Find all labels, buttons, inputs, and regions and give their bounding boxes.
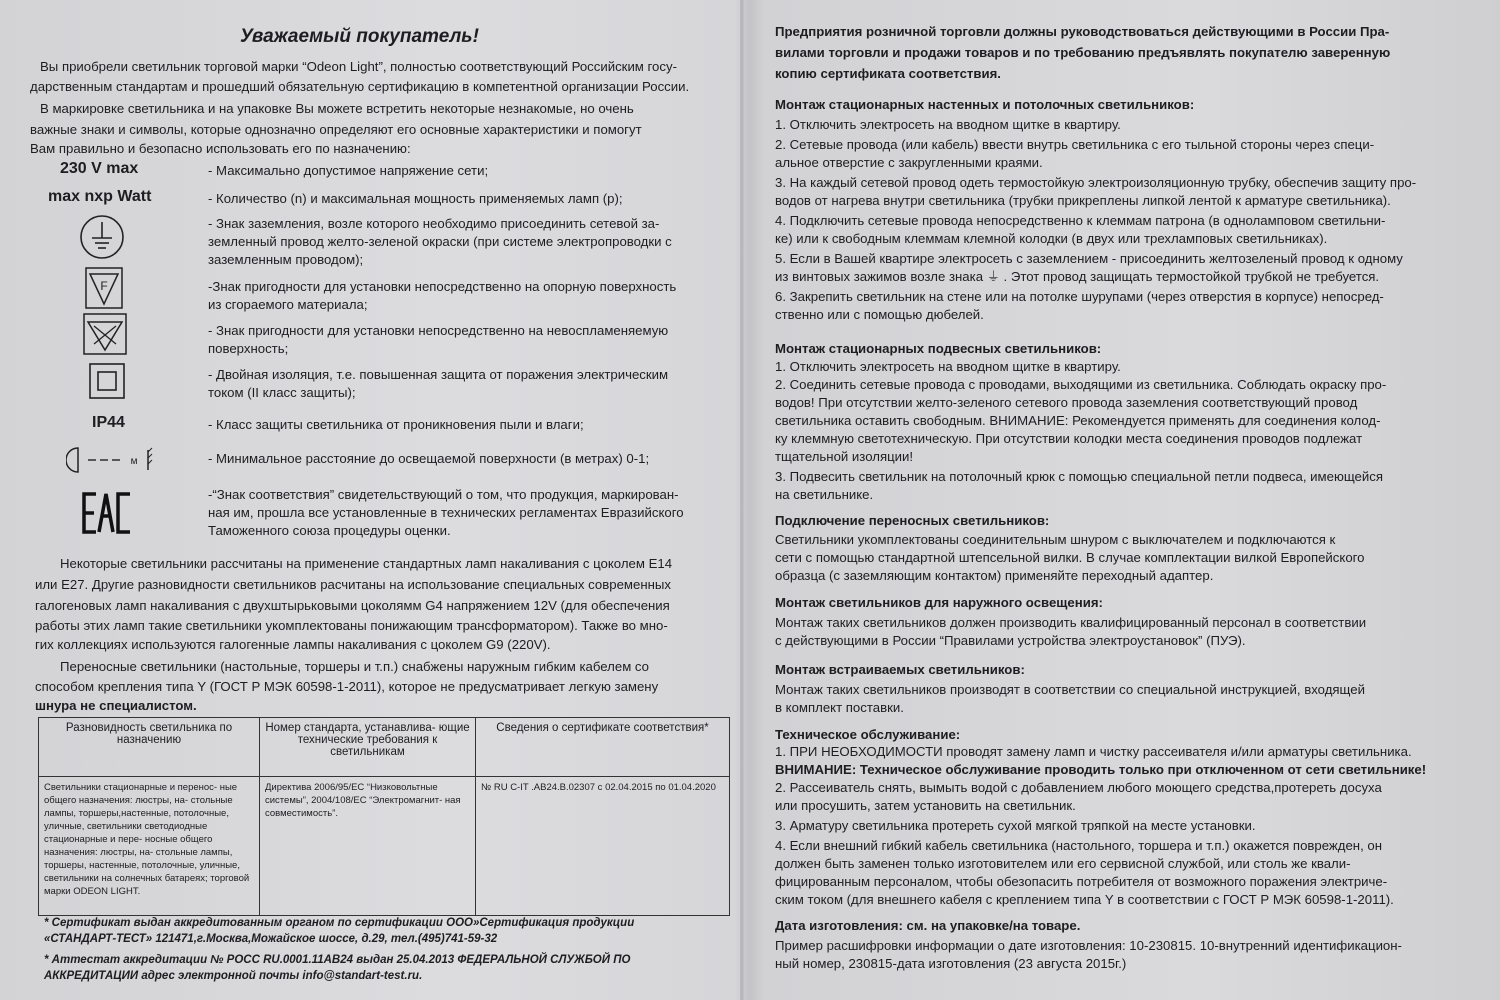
symbol-description: - Количество (n) и максимальная мощность применяемых ламп (p); (208, 191, 623, 206)
body-line: галогеновых ламп накаливания с двухштырьковыми цоколямм G4 напряжением 12V (для обеспечения (35, 598, 670, 613)
body-line: или E27. Другие разновидности светильников расчитаны на использование специальных современных (35, 577, 671, 592)
section-body: 1. Отключить электросеть на вводном щитке в квартиру. 2. Сетевые провода (или кабель) ввести внутрь светильника с его тыльной стороны через специ- альное отверстие с закругленными краями. 3. На каждый сетевой провод одеть термостойкую электроизоляционную трубку, обеспечив защиту про- водов от нагрева внутри светильника (трубки прикреплены липкой лентой к арматуре светильника). 4. Подключить сетевые провода непосредственно к клеммам патрона (в одноламповом светильни- ке) или к свободным клеммам клемной колодки (в двух или трехламповых светильниках). 5. Если в Вашей квартире электросеть с заземлением - присоединить желтозеленый провод к одному из винтовых зажимов возле знака ⏚ . Этот провод защищать термостойкой трубкой не требуется. 6. Закрепить светильник на стене или на потолке шурупами (через отверстия в корпусе) непосред- ственно или с помощью дюбелей. (775, 117, 1417, 322)
symbol-ip-rating: IP44 (92, 414, 125, 431)
symbol-description: - Знак заземления, возле которого необходимо присоединить сетевой за- земленный провод желто-зеленой окраски (при системе электропроводки с заземленным проводом); (208, 216, 672, 267)
symbol-description: -“Знак соответствия” свидетельствующий о том, что продукция, маркирован- ная им, прошла все установленные в технических регламентах Евразийского Таможенного союза процедуры оценки. (208, 487, 684, 538)
table-header: Номер стандарта, устанавлива- ющие технические требования к светильникам (260, 718, 476, 777)
symbol-description: - Класс защиты светильника от проникновения пыли и влаги; (208, 417, 584, 432)
section-body: Монтаж таких светильников производят в соответствии со специальной инструкцией, входящей в комплект поставки. (775, 682, 1365, 715)
table-cell: Директива 2006/95/ЕС “Низковольтные системы”, 2004/108/ЕС “Электромагнит- ная совместимость”. (260, 777, 476, 916)
table-header: Сведения о сертификате соответствия* (476, 718, 730, 777)
symbol-description: - Знак пригодности для установки непосредственно на невоспламеняемую поверхность; (208, 323, 669, 356)
footnote: * Сертификат выдан аккредитованным органом по сертификации ООО»Сертификация продукции «СТАНДАРТ-ТЕСТ» 121471,г.Москва,Можайское шоссе, д.29, тел.(495)741-59-32 (44, 917, 635, 945)
section-body: 1. ПРИ НЕОБХОДИМОСТИ проводят замену ламп и чистку рассеивателя и/или арматуры светильника. ВНИМАНИЕ: Техническое обслуживание проводить только при отключенном от сети светильнике! 2. Рассеиватель снять, вымыть водой с добавлением любого моющего средства,протереть досуха или просушить, затем установить на светильник. 3. Арматуру светильника протереть сухой мягкой тряпкой на месте установки. 4. Если внешний гибкий кабель светильника (настольного, торшера и т.п.) окажется поврежден, он должен быть заменен только изготовителем или его сервисной службой, или столь же квали- фицированным персоналом, чтобы обезопасить потребителя от возможного поражения электриче- ским током (для внешнего кабеля с креплением типа Y в соответствии с ГОСТ Р МЭК 60598-1-2011). (775, 744, 1427, 907)
symbol-description: -Знак пригодности для установки непосредственно на опорную поверхность из сгораемого материала; (208, 279, 677, 312)
body-line: шнура не специалистом. (35, 698, 197, 713)
page-title: Уважаемый покупатель! (240, 26, 479, 47)
distance-unit: м (130, 456, 138, 467)
section-title: Монтаж встраиваемых светильников: (775, 662, 1025, 677)
table-header: Разновидность светильника по назначению (39, 718, 260, 777)
double-insulation-icon (88, 362, 126, 400)
svg-text:F: F (100, 279, 108, 293)
symbol-voltage: 230 V max (60, 160, 139, 177)
body-line: гих коллекциях используются галогенные лампы накаливания с цоколем G9 (220V). (35, 637, 551, 652)
table-header-row (39, 718, 730, 777)
intro-line: вилами торговли и продажи товаров и по требованию предъявлять покупателю заверенную (775, 45, 1391, 60)
nonflammable-surface-icon (82, 312, 128, 356)
ground-symbol-icon (78, 214, 126, 260)
section-title: Монтаж стационарных настенных и потолочных светильников: (775, 97, 1195, 112)
section-body: Светильники укомплектованы соединительным шнуром с выключателем и подключаются к сети с помощью стандартной штепсельной вилки. В случае комплектации вилкой Европейского образца (с заземляющим контактом) применяйте переходный адаптер. (775, 532, 1365, 583)
footnote: * Аттестат аккредитации № РОСС RU.0001.11AB24 выдан 25.04.2013 ФЕДЕРАЛЬНОЙ СЛУЖБОЙ ПО АККРЕДИТАЦИИ адрес электронной почты info@standart-test.ru. (44, 954, 631, 982)
intro-line: Вы приобрели светильник торговой марки “Odeon Light”, полностью соответствующий Российским госу- (40, 59, 677, 74)
eac-mark-icon (82, 490, 134, 536)
body-line: Переносные светильники (настольные, торшеры и т.п.) снабжены наружным гибким кабелем со (60, 659, 650, 674)
section-title: Техническое обслуживание: (775, 727, 961, 742)
symbol-description: - Двойная изоляция, т.е. повышенная защита от поражения электрическим током (II класс защиты); (208, 367, 669, 400)
certificate-table (38, 717, 730, 916)
symbol-description: - Минимальное расстояние до освещаемой поверхности (в метрах) 0-1; (208, 451, 650, 466)
section-title: Монтаж светильников для наружного освещения: (775, 595, 1103, 610)
section-body: 1. Отключить электросеть на вводном щитке в квартиру. 2. Соединить сетевые провода с проводами, выходящими из светильника. Соблюдать окраску про- водов! При отсутствии желто-зеленого сетевого провода заземления соответствующий провод светильника оставить свободным. ВНИМАНИЕ: Рекомендуется применять для соединения колод- ку клеммную светотехническую. При отсутствии колодки места соединения проводов подлежат тщательной изоляции! 3. Подвесить светильник на потолочный крюк с помощью специальной петли подвеса, имеющейся на светильнике. (775, 359, 1387, 502)
body-line: способом крепления типа Y (ГОСТ Р МЭК 60598-1-2011), которое не предусматривает легкую замену (35, 679, 659, 694)
flammable-surface-icon (84, 266, 124, 310)
section-title: Монтаж стационарных подвесных светильников: (775, 341, 1102, 356)
symbol-description: - Максимально допустимое напряжение сети; (208, 163, 489, 178)
intro-line: Вам правильно и безопасно использовать его по назначению: (30, 141, 411, 156)
intro-line: копию сертификата соответствия. (775, 66, 1001, 81)
body-line: работы этих ламп такие светильники укомплектованы понижающим трансформатором). Также во мно- (35, 618, 668, 633)
section-title: Подключение переносных светильников: (775, 513, 1050, 528)
intro-line: В маркировке светильника и на упаковке Вы можете встретить некоторые незнакомые, но очень (40, 101, 634, 116)
body-line: Некоторые светильники рассчитаны на применение стандартных ламп накаливания с цоколем E14 (60, 556, 673, 571)
section-body: Пример расшифровки информации о дате изготовления: 10-230815. 10-внутренний идентификацион- ный номер, 230815-дата изготовления (23 августа 2015г.) (775, 938, 1402, 971)
intro-line: Предприятия розничной торговли должны руководствоваться действующими в России Пра- (775, 24, 1390, 39)
page-fold (740, 0, 744, 1000)
symbol-wattage: max nxp Watt (48, 188, 152, 205)
table-row (39, 777, 730, 916)
intro-line: дарственным стандартам и прошедший обязательную сертификацию в компетентной организации России. (30, 79, 690, 94)
min-distance-icon (66, 444, 158, 476)
section-title: Дата изготовления: см. на упаковке/на товаре. (775, 918, 1081, 933)
table-cell: № RU C-IT .AB24.B.02307 с 02.04.2015 по 01.04.2020 (476, 777, 730, 916)
section-body: Монтаж таких светильников должен производить квалифицированный персонал в соответствии с действующими в России “Правилами устройства электроустановок” (ПУЭ). (775, 615, 1367, 648)
table-cell: Светильники стационарные и перенос- ные общего назначения: люстры, на- стольные лампы, торшеры,настенные, потолочные, уличные, светильники светодиодные стационарные и пере- носные общего назначения: люстры, на- стольные лампы, торшеры, настенные, потолочные, уличные, светильники на солнечных батареях; торговой марки ODEON LIGHT. (39, 777, 260, 916)
intro-line: важные знаки и символы, которые однозначно определяют его основные характеристики и помогут (30, 122, 642, 137)
